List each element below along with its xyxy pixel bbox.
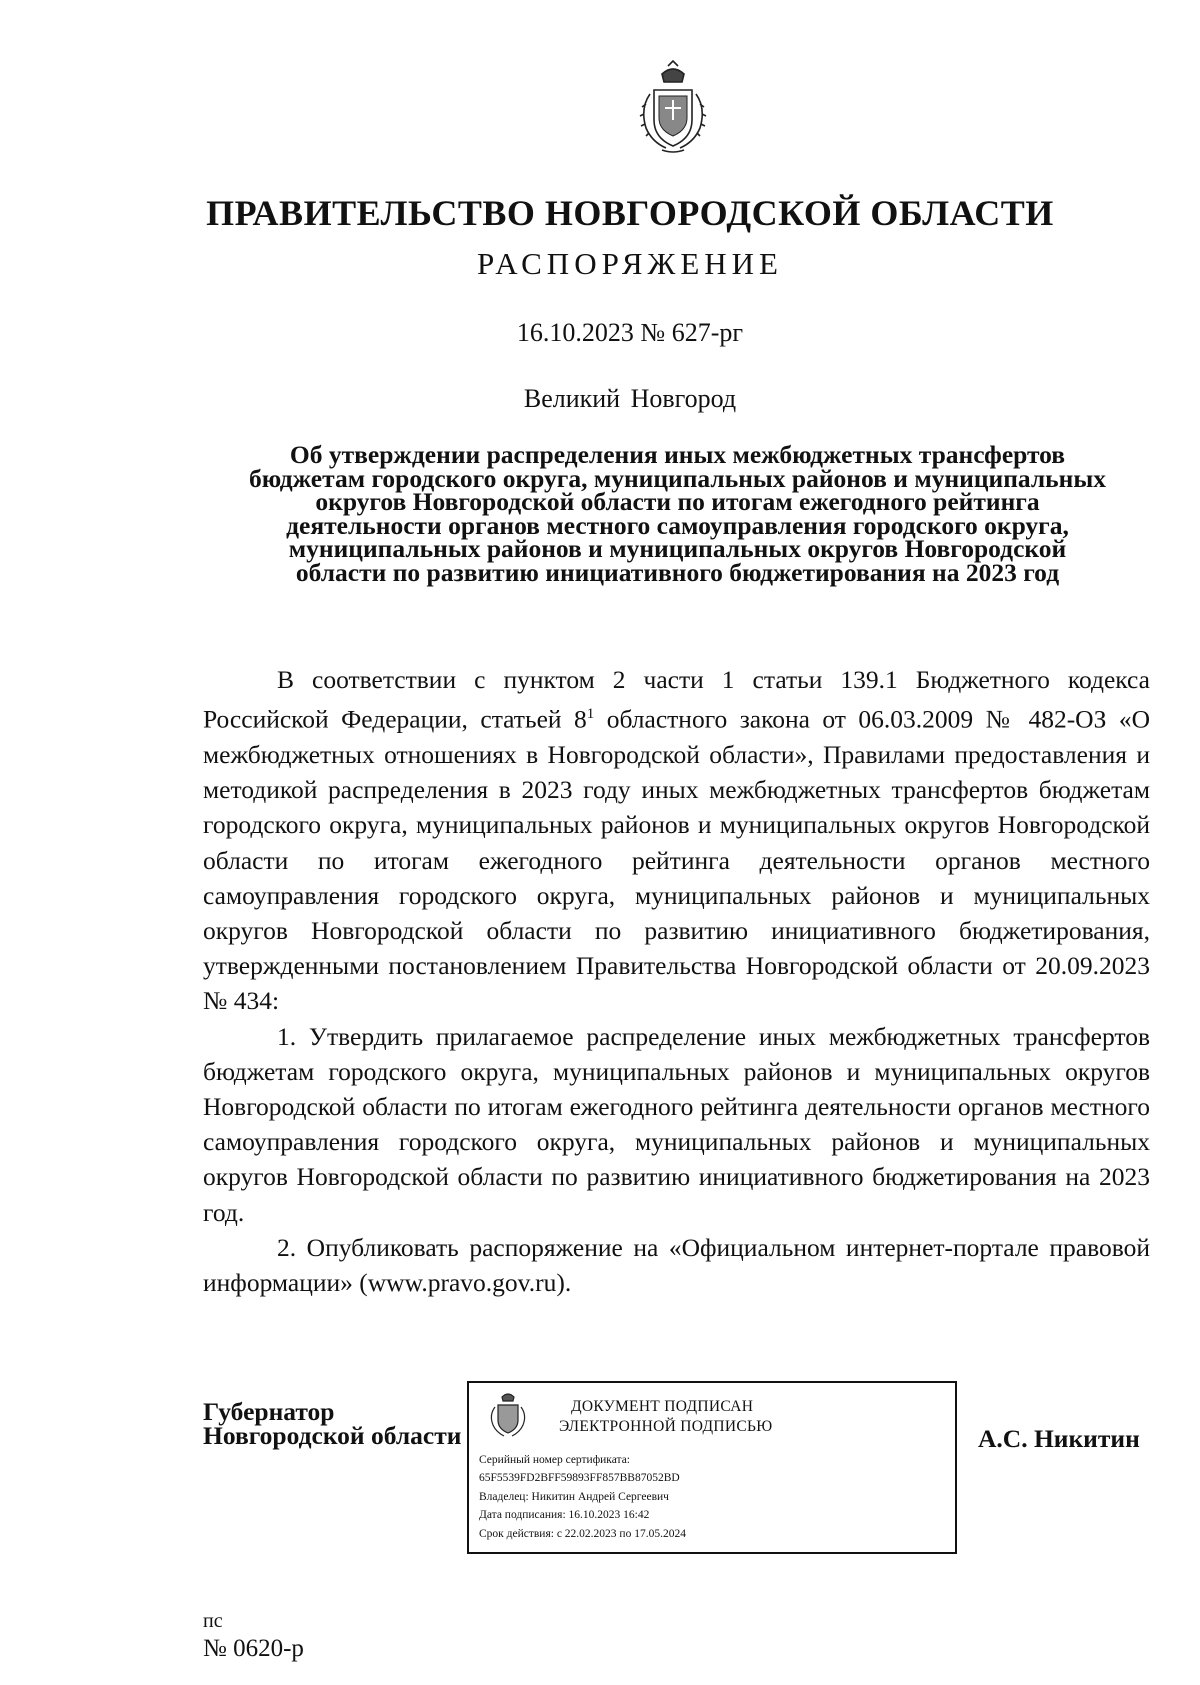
title-line: муниципальных районов и муниципальных округов Новгородской bbox=[288, 534, 1067, 563]
preamble-text-continued: областного закона от 06.03.2009 № 482-ОЗ «О межбюджетных отношениях в Новгородской области», Правилами предоставления и методикой распределения в 2023 году иных межбюджетных трансфертов бюджетам городского округа, муниципальных районов и муниципальных округов Новгородской области по итогам ежегодного рейтинга деятельности органов местного самоуправления городского округа, муниципальных районов и муниципальных округов Новгородской области по развитию инициативного бюджетирования, утвержденными постановлением Правительства Новгородской области от 20.09.2023 № 434: bbox=[203, 704, 1150, 1016]
title-line: округов Новгородской области по итогам ежегодного рейтинга bbox=[315, 487, 1040, 516]
document-title bbox=[205, 440, 1150, 587]
preamble-text: В соответствии с пунктом 2 части 1 статьи 139.1 Бюджетного кодекса Российской Федерации, статьей 8 bbox=[203, 665, 1150, 734]
title-line: области по развитию инициативного бюджетирования на 2023 год bbox=[295, 557, 1060, 587]
stamp-validity: Срок действия: с 22.02.2023 по 17.05.2024 bbox=[479, 1527, 686, 1540]
document-type: РАСПОРЯЖЕНИЕ bbox=[477, 246, 783, 281]
signer-position bbox=[203, 1397, 462, 1450]
footer-code: № 0620-р bbox=[203, 1635, 304, 1662]
footer-registration bbox=[203, 1607, 304, 1663]
organization-heading: ПРАВИТЕЛЬСТВО НОВГОРОДСКОЙ ОБЛАСТИ bbox=[206, 193, 1054, 233]
stamp-cert-number: 65F5539FD2BFF59893FF857BB87052BD bbox=[479, 1472, 680, 1485]
stamp-emblem-icon bbox=[487, 1390, 529, 1440]
stamp-details bbox=[479, 1451, 686, 1543]
item-1-paragraph: 1. Утвердить прилагаемое распределение иных межбюджетных трансфертов бюджетам городского округа, муниципальных районов и муниципальных округов Новгородской области по итогам ежегодного рейтинга деятельности органов местного самоуправления городского округа, муниципальных районов и муниципальных округов Новгородской области по развитию инициативного бюджетирования на 2023 год. bbox=[203, 1021, 1150, 1227]
stamp-heading-line: ЭЛЕКТРОННОЙ ПОДПИСЬЮ bbox=[559, 1418, 773, 1435]
preamble-superscript: 1 bbox=[586, 706, 595, 723]
stamp-cert-label: Серийный номер сертификата: bbox=[479, 1454, 630, 1466]
signer-position-line: Губернатор bbox=[203, 1397, 335, 1426]
item-2-paragraph: 2. Опубликовать распоряжение на «Официальном интернет-портале правовой информации» (www.pravo.gov.ru). bbox=[203, 1232, 1150, 1297]
stamp-heading bbox=[559, 1397, 772, 1437]
stamp-heading-line: ДОКУМЕНТ ПОДПИСАН bbox=[571, 1398, 754, 1415]
footer-initials: пс bbox=[203, 1610, 223, 1632]
signer-position-line: Новгородской области bbox=[203, 1421, 462, 1450]
title-line: бюджетам городского округа, муниципальных районов и муниципальных bbox=[248, 463, 1107, 493]
document-body bbox=[203, 662, 1150, 1300]
title-line: деятельности органов местного самоуправления городского округа, bbox=[286, 510, 1069, 540]
document-date-number: 16.10.2023 № 627-рг bbox=[516, 318, 744, 347]
stamp-signed-date: Дата подписания: 16.10.2023 16:42 bbox=[479, 1509, 650, 1522]
stamp-owner: Владелец: Никитин Андрей Сергеевич bbox=[479, 1490, 669, 1503]
coat-of-arms-emblem bbox=[632, 60, 714, 156]
document-city: Великий Новгород bbox=[523, 384, 737, 413]
preamble-paragraph bbox=[203, 662, 1150, 1019]
electronic-signature-stamp bbox=[467, 1381, 957, 1554]
title-line: Об утверждении распределения иных межбюджетных трансфертов bbox=[289, 440, 1066, 469]
signer-name: А.С. Никитин bbox=[978, 1424, 1140, 1453]
